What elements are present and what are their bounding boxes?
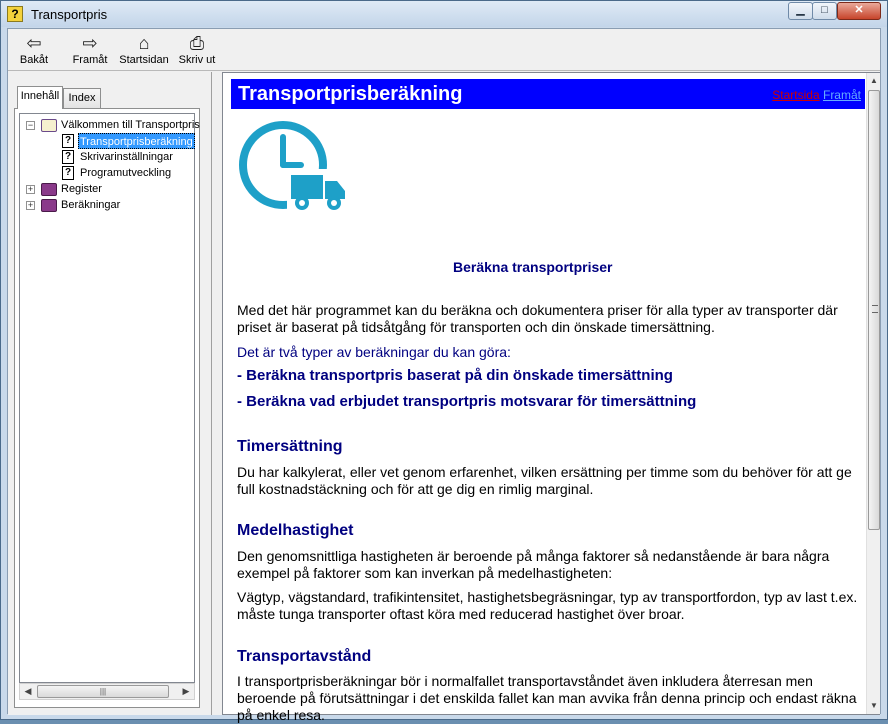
toolbar: [8, 29, 880, 71]
scroll-right-icon[interactable]: ▶: [182, 686, 190, 696]
minimize-button[interactable]: ▁: [788, 2, 813, 20]
maximize-button[interactable]: □: [812, 2, 837, 20]
tree-item-register[interactable]: Register: [61, 183, 102, 195]
help-client-area: [7, 28, 881, 723]
print-label: Skriv ut: [178, 54, 216, 66]
pane-splitter[interactable]: [212, 72, 222, 715]
close-button[interactable]: ✕: [837, 2, 881, 20]
section-title-transportavstand: Transportavstånd: [237, 648, 372, 665]
topic-pane: [222, 72, 880, 723]
section-text2-medelhastighet: Vägtyp, vägstandard, trafikintensitet, hastighetsbegräsningar, typ av transportfordon, typ av last t.ex. måste tunga transporter oftast köra med reducerad hastighet över broar.: [237, 589, 858, 622]
tab-contents-label: Innehåll: [20, 90, 60, 102]
bullet-1: - Beräkna transportpris baserat på din önskade timersättning: [237, 367, 673, 384]
window-title: Transportpris: [31, 7, 108, 22]
page-heading: Beräkna transportpriser: [453, 259, 613, 275]
clock-truck-icon: [237, 119, 349, 219]
types-intro-text: Det är två typer av beräkningar du kan göra:: [237, 344, 511, 360]
topic-vertical-scrollbar[interactable]: [866, 73, 880, 714]
contents-panel: [14, 108, 200, 708]
framat-link[interactable]: Framåt: [822, 88, 861, 102]
arrow-right-icon: ⇨: [82, 33, 98, 53]
tree-item-transportprisberakning[interactable]: Transportprisberäkning: [78, 133, 195, 149]
scroll-down-icon[interactable]: ▼: [870, 701, 878, 710]
bullet-2: - Beräkna vad erbjudet transportpris motsvarar för timersättning: [237, 393, 697, 410]
closed-book-icon: [41, 183, 57, 196]
section-text-timersattning: Du har kalkylerat, eller vet genom erfarenhet, vilken ersättning per timme som du behöver för att ge full kostnadstäckning och för att ge dig en rimlig marginal.: [237, 464, 852, 497]
section-text-transportavstand: I transportprisberäkningar bör i normalfallet transportavståndet även inkludera återresan men beroende på förutsättningar i det enskilda fallet kan man avvika från denna princip och endast räkna på enkel resa.: [237, 673, 857, 723]
tab-index-label: Index: [68, 92, 96, 104]
section-title-timersattning: Timersättning: [237, 438, 343, 455]
tab-index[interactable]: [63, 88, 101, 108]
expand-icon[interactable]: +: [27, 184, 34, 194]
forward-label: Framåt: [72, 54, 108, 66]
home-label: Startsidan: [119, 54, 169, 66]
collapse-icon[interactable]: −: [27, 120, 34, 130]
tree-item-programutveckling[interactable]: Programutveckling: [80, 167, 172, 179]
tab-contents[interactable]: [17, 86, 63, 109]
tree-horizontal-scrollbar[interactable]: [19, 683, 195, 700]
forward-button[interactable]: [68, 32, 112, 70]
print-button[interactable]: [176, 32, 218, 70]
home-button[interactable]: [118, 32, 170, 70]
open-book-icon: [41, 119, 57, 132]
navigation-pane: [8, 72, 212, 715]
tree-item-skrivarinstallningar[interactable]: Skrivarinställningar: [80, 151, 173, 163]
scroll-left-icon[interactable]: ◀: [24, 686, 32, 696]
banner-links: [772, 88, 861, 102]
topic-banner: [231, 79, 865, 109]
scrollbar-thumb[interactable]: |||: [37, 685, 169, 698]
section-text-medelhastighet: Den genomsnittliga hastigheten är beroende på många faktorer så nedanstående är bara några exempel på faktorer som kan inverkan på medelhastigheten:: [237, 548, 830, 581]
expand-icon[interactable]: +: [27, 200, 34, 210]
scrollbar-thumb[interactable]: [868, 90, 880, 530]
tree-item-berakningar[interactable]: Beräkningar: [61, 199, 121, 211]
intro-text: Med det här programmet kan du beräkna och dokumentera priser för alla typer av transporter där priset är baserat på tidsåtgång för transporten och din önskade timersättning.: [237, 302, 838, 335]
startsida-link[interactable]: Startsida: [772, 88, 820, 102]
back-button[interactable]: [14, 32, 54, 70]
scroll-grip-icon: [872, 305, 878, 313]
printer-icon: ⎙: [189, 33, 205, 53]
home-icon: ⌂: [138, 33, 150, 53]
arrow-left-icon: ⇦: [26, 33, 42, 53]
topic-title: Transportprisberäkning: [238, 83, 463, 105]
help-topic-icon: ?: [62, 150, 74, 164]
help-app-icon: ?: [7, 6, 23, 22]
help-topic-icon: ?: [62, 134, 74, 148]
closed-book-icon: [41, 199, 57, 212]
tree-item-welcome[interactable]: Välkommen till Transportpris: [61, 119, 200, 131]
scroll-up-icon[interactable]: ▲: [870, 76, 878, 85]
title-bar[interactable]: [1, 1, 887, 27]
contents-tree[interactable]: [19, 113, 200, 683]
topic-content: [223, 73, 861, 723]
section-title-medelhastighet: Medelhastighet: [237, 522, 354, 539]
help-topic-icon: ?: [62, 166, 74, 180]
back-label: Bakåt: [19, 54, 49, 66]
